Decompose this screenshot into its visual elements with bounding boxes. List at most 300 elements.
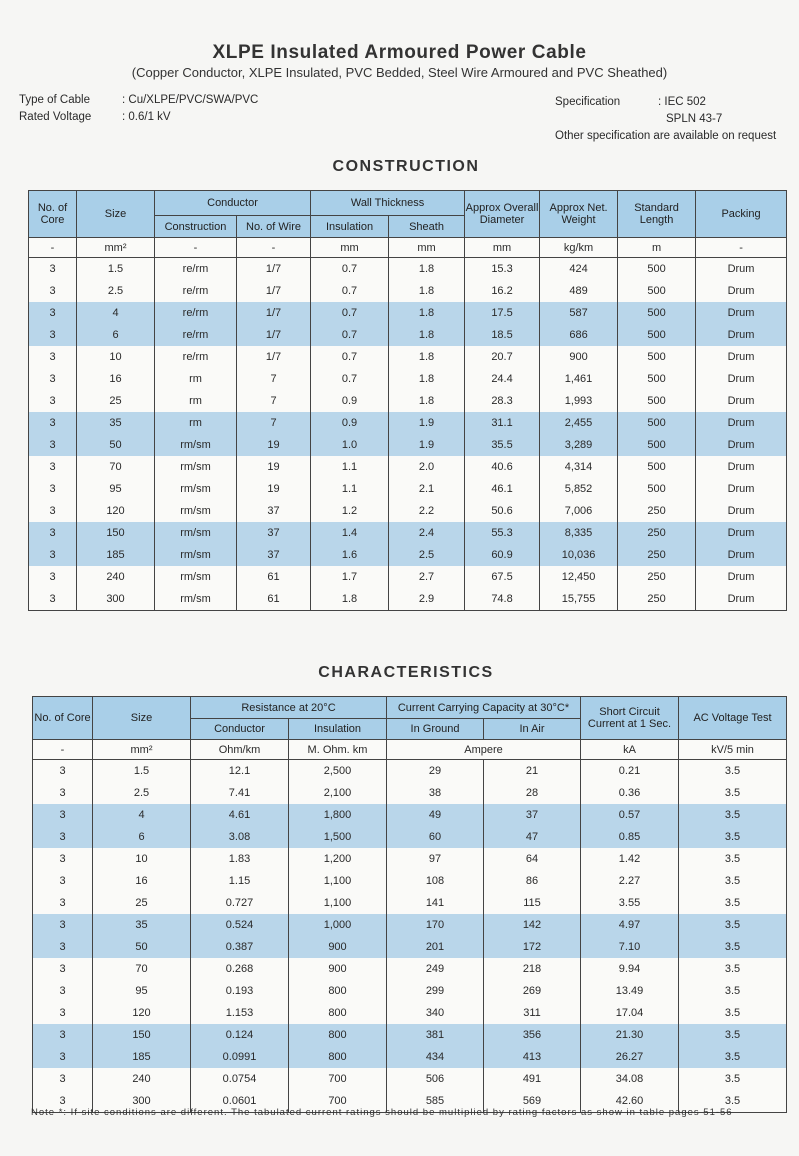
table-cell: 3 (29, 412, 77, 434)
table-row (33, 782, 787, 804)
header-in-air: In Air (484, 719, 581, 740)
table-cell: 2,500 (289, 760, 387, 783)
table-cell: 218 (484, 958, 581, 980)
table-cell: 500 (618, 412, 696, 434)
unit-cell: - (155, 238, 237, 258)
table-cell: 434 (387, 1046, 484, 1068)
spec-value: : IEC 502 (658, 96, 706, 108)
units-row (33, 740, 787, 760)
table-cell: 86 (484, 870, 581, 892)
table-cell: 49 (387, 804, 484, 826)
table-cell: 1.8 (311, 588, 389, 611)
cable-specs (19, 92, 258, 126)
header-size: Size (93, 697, 191, 740)
header-conductor: Conductor (155, 191, 311, 216)
table-cell: 1.8 (389, 280, 465, 302)
table-cell: 1.8 (389, 258, 465, 281)
table-row (33, 1068, 787, 1090)
table-cell: 2,455 (540, 412, 618, 434)
header-insulation: Insulation (289, 719, 387, 740)
table-cell: 60 (387, 826, 484, 848)
table-row (29, 302, 787, 324)
table-cell: 1.2 (311, 500, 389, 522)
table-cell: 50 (77, 434, 155, 456)
unit-cell: mm² (77, 238, 155, 258)
header-packing: Packing (696, 191, 787, 238)
table-cell: 800 (289, 1046, 387, 1068)
table-cell: 1/7 (237, 302, 311, 324)
table-cell: 500 (618, 368, 696, 390)
table-cell: Drum (696, 544, 787, 566)
table-cell: 4,314 (540, 456, 618, 478)
table-row (33, 892, 787, 914)
table-cell: 19 (237, 434, 311, 456)
table-cell: Drum (696, 390, 787, 412)
table-cell: 120 (77, 500, 155, 522)
table-cell: 587 (540, 302, 618, 324)
header-construction: Construction (155, 216, 237, 238)
table-cell: 38 (387, 782, 484, 804)
header-in-ground: In Ground (387, 719, 484, 740)
table-cell: Drum (696, 500, 787, 522)
table-cell: 2,100 (289, 782, 387, 804)
table-cell: 16.2 (465, 280, 540, 302)
table-cell: 185 (77, 544, 155, 566)
table-cell: rm (155, 390, 237, 412)
table-row (33, 936, 787, 958)
header-ac-voltage: AC Voltage Test (679, 697, 787, 740)
table-cell: 3.5 (679, 760, 787, 783)
table-row (29, 522, 787, 544)
table-cell: 115 (484, 892, 581, 914)
header-core: No. of Core (29, 191, 77, 238)
table-cell: 4 (93, 804, 191, 826)
table-cell: 356 (484, 1024, 581, 1046)
table-cell: 74.8 (465, 588, 540, 611)
table-cell: rm/sm (155, 544, 237, 566)
table-cell: 61 (237, 566, 311, 588)
table-cell: 500 (618, 456, 696, 478)
table-cell: re/rm (155, 258, 237, 281)
table-cell: 13.49 (581, 980, 679, 1002)
table-cell: 172 (484, 936, 581, 958)
table-cell: 2.1 (389, 478, 465, 500)
table-cell: 0.193 (191, 980, 289, 1002)
table-cell: 700 (289, 1068, 387, 1090)
table-cell: 1,200 (289, 848, 387, 870)
table-cell: 0.0754 (191, 1068, 289, 1090)
table-cell: 1.8 (389, 390, 465, 412)
table-cell: 3 (29, 522, 77, 544)
table-cell: Drum (696, 258, 787, 281)
table-cell: 900 (289, 936, 387, 958)
table-cell: rm/sm (155, 456, 237, 478)
characteristics-title: CHARACTERISTICS (318, 664, 494, 681)
table-cell: 3.5 (679, 1068, 787, 1090)
spec-row (555, 111, 776, 128)
table-cell: re/rm (155, 280, 237, 302)
table-cell: 2.5 (77, 280, 155, 302)
table-cell: 9.94 (581, 958, 679, 980)
table-cell: Drum (696, 456, 787, 478)
table-cell: 95 (93, 980, 191, 1002)
table-cell: 1,993 (540, 390, 618, 412)
unit-cell: - (33, 740, 93, 760)
table-cell: 40.6 (465, 456, 540, 478)
table-cell: rm/sm (155, 566, 237, 588)
table-cell: 3.5 (679, 936, 787, 958)
table-cell: 3 (29, 588, 77, 611)
table-cell: 0.9 (311, 390, 389, 412)
table-cell: 10,036 (540, 544, 618, 566)
table-cell: 3 (33, 1068, 93, 1090)
table-cell: 28.3 (465, 390, 540, 412)
table-cell: 10 (77, 346, 155, 368)
spec-label: Rated Voltage (19, 111, 92, 123)
table-cell: 569 (484, 1090, 581, 1113)
table-cell: Drum (696, 522, 787, 544)
table-cell: 21.30 (581, 1024, 679, 1046)
table-cell: 2.7 (389, 566, 465, 588)
table-cell: 34.08 (581, 1068, 679, 1090)
table-row (29, 588, 787, 611)
table-row (29, 544, 787, 566)
table-cell: 35 (93, 914, 191, 936)
table-row (33, 980, 787, 1002)
table-cell: 1/7 (237, 258, 311, 281)
table-cell: 1.1 (311, 478, 389, 500)
table-cell: 1.9 (389, 434, 465, 456)
table-cell: 506 (387, 1068, 484, 1090)
table-cell: 141 (387, 892, 484, 914)
table-cell: rm/sm (155, 588, 237, 611)
table-cell: 17.5 (465, 302, 540, 324)
table-cell: 1,461 (540, 368, 618, 390)
table-cell: 413 (484, 1046, 581, 1068)
table-cell: 50 (93, 936, 191, 958)
table-cell: 1,100 (289, 892, 387, 914)
table-cell: 1.83 (191, 848, 289, 870)
unit-cell: - (29, 238, 77, 258)
table-cell: 3 (29, 258, 77, 281)
table-cell: 3 (33, 760, 93, 783)
table-cell: 37 (484, 804, 581, 826)
table-cell: 3.5 (679, 958, 787, 980)
unit-cell: mm (465, 238, 540, 258)
table-row (33, 914, 787, 936)
table-cell: 585 (387, 1090, 484, 1113)
unit-cell: mm² (93, 740, 191, 760)
table-cell: 3 (33, 958, 93, 980)
table-cell: 15,755 (540, 588, 618, 611)
table-cell: 1.8 (389, 346, 465, 368)
table-cell: 2.5 (93, 782, 191, 804)
table-cell: 35 (77, 412, 155, 434)
table-cell: 1,000 (289, 914, 387, 936)
table-row (29, 434, 787, 456)
table-cell: rm/sm (155, 434, 237, 456)
table-cell: 381 (387, 1024, 484, 1046)
table-cell: 7 (237, 368, 311, 390)
table-cell: 24.4 (465, 368, 540, 390)
table-cell: 26.27 (581, 1046, 679, 1068)
table-cell: 20.7 (465, 346, 540, 368)
table-cell: 0.7 (311, 346, 389, 368)
table-cell: 3 (33, 980, 93, 1002)
table-cell: 64 (484, 848, 581, 870)
table-cell: 1,800 (289, 804, 387, 826)
table-cell: 900 (289, 958, 387, 980)
table-cell: 0.7 (311, 258, 389, 281)
table-cell: 10 (93, 848, 191, 870)
table-cell: Drum (696, 368, 787, 390)
table-cell: 3.5 (679, 1046, 787, 1068)
table-cell: re/rm (155, 346, 237, 368)
table-cell: rm/sm (155, 478, 237, 500)
table-cell: rm (155, 368, 237, 390)
table-row (33, 870, 787, 892)
table-cell: 1/7 (237, 346, 311, 368)
table-cell: 170 (387, 914, 484, 936)
table-cell: 2.2 (389, 500, 465, 522)
table-cell: 37 (237, 544, 311, 566)
unit-cell: kA (581, 740, 679, 760)
table-cell: 185 (93, 1046, 191, 1068)
table-cell: 142 (484, 914, 581, 936)
table-cell: 3 (33, 870, 93, 892)
table-cell: 249 (387, 958, 484, 980)
table-cell: 0.524 (191, 914, 289, 936)
table-cell: 2.0 (389, 456, 465, 478)
header-resistance: Resistance at 20°C (191, 697, 387, 719)
table-cell: 269 (484, 980, 581, 1002)
table-cell: 3.5 (679, 826, 787, 848)
table-row (29, 456, 787, 478)
table-cell: 3.5 (679, 804, 787, 826)
table-cell: 500 (618, 478, 696, 500)
table-cell: 67.5 (465, 566, 540, 588)
table-cell: 3 (29, 478, 77, 500)
unit-cell: - (237, 238, 311, 258)
table-cell: Drum (696, 434, 787, 456)
table-cell: 3.5 (679, 914, 787, 936)
table-cell: 1/7 (237, 280, 311, 302)
table-cell: 3.5 (679, 1024, 787, 1046)
table-cell: 42.60 (581, 1090, 679, 1113)
table-cell: 0.7 (311, 324, 389, 346)
table-cell: 0.9 (311, 412, 389, 434)
table-cell: 3 (29, 500, 77, 522)
table-cell: 4.97 (581, 914, 679, 936)
spec-label: Specification (555, 96, 621, 108)
table-cell: 0.124 (191, 1024, 289, 1046)
header-wires: No. of Wire (237, 216, 311, 238)
table-cell: 500 (618, 302, 696, 324)
specification-block (555, 94, 776, 145)
table-cell: 3.55 (581, 892, 679, 914)
table-cell: 8,335 (540, 522, 618, 544)
table-cell: 0.36 (581, 782, 679, 804)
spec-row (19, 92, 258, 109)
table-cell: 1.42 (581, 848, 679, 870)
table-cell: 491 (484, 1068, 581, 1090)
table-cell: 2.9 (389, 588, 465, 611)
table-row (33, 848, 787, 870)
table-cell: 3 (33, 826, 93, 848)
footnote: Note *: If site conditions are different. The tabulated current ratings should be multiplied by rating factors as show in table pages 51-56 (31, 1107, 733, 1118)
table-cell: 900 (540, 346, 618, 368)
table-cell: 17.04 (581, 1002, 679, 1024)
table-cell: 1.1 (311, 456, 389, 478)
table-cell: 300 (77, 588, 155, 611)
table-cell: 250 (618, 566, 696, 588)
construction-title: CONSTRUCTION (332, 158, 480, 175)
table-cell: 3.5 (679, 848, 787, 870)
table-cell: 1.0 (311, 434, 389, 456)
unit-cell: mm (311, 238, 389, 258)
table-cell: 21 (484, 760, 581, 783)
table-cell: 5,852 (540, 478, 618, 500)
table-cell: 686 (540, 324, 618, 346)
table-cell: 7.10 (581, 936, 679, 958)
header-capacity: Current Carrying Capacity at 30°C* (387, 697, 581, 719)
table-cell: 6 (77, 324, 155, 346)
table-cell: 3 (29, 456, 77, 478)
table-cell: 0.7 (311, 280, 389, 302)
table-cell: 3 (33, 914, 93, 936)
header-size: Size (77, 191, 155, 238)
table-cell: 0.727 (191, 892, 289, 914)
document-subtitle: (Copper Conductor, XLPE Insulated, PVC Bedded, Steel Wire Armoured and PVC Sheathed) (131, 65, 668, 80)
table-cell: 311 (484, 1002, 581, 1024)
table-cell: 47 (484, 826, 581, 848)
table-cell: 299 (387, 980, 484, 1002)
table-row (29, 258, 787, 281)
table-row (29, 566, 787, 588)
table-cell: 3 (33, 936, 93, 958)
table-row (29, 280, 787, 302)
table-cell: 3.5 (679, 782, 787, 804)
table-cell: 250 (618, 500, 696, 522)
table-cell: 120 (93, 1002, 191, 1024)
table-cell: 340 (387, 1002, 484, 1024)
table-cell: 29 (387, 760, 484, 783)
table-cell: 3 (29, 544, 77, 566)
header-sheath: Sheath (389, 216, 465, 238)
table-cell: Drum (696, 588, 787, 611)
units-row (29, 238, 787, 258)
header-conductor: Conductor (191, 719, 289, 740)
table-cell: 1.8 (389, 302, 465, 324)
table-cell: 7 (237, 412, 311, 434)
spec-value: SPLN 43-7 (666, 113, 723, 125)
table-cell: 201 (387, 936, 484, 958)
document-title: XLPE Insulated Armoured Power Cable (212, 42, 587, 63)
table-cell: 16 (77, 368, 155, 390)
table-cell: 0.85 (581, 826, 679, 848)
table-cell: 15.3 (465, 258, 540, 281)
table-cell: 1/7 (237, 324, 311, 346)
header-diameter: Approx Overall Diameter (465, 191, 540, 238)
table-cell: 3.5 (679, 1090, 787, 1113)
table-cell: 3 (33, 1024, 93, 1046)
table-cell: 95 (77, 478, 155, 500)
unit-cell: M. Ohm. km (289, 740, 387, 760)
table-cell: 3.5 (679, 892, 787, 914)
table-cell: 500 (618, 258, 696, 281)
table-row (29, 346, 787, 368)
table-cell: 500 (618, 434, 696, 456)
table-cell: 2.27 (581, 870, 679, 892)
table-cell: 3.5 (679, 1002, 787, 1024)
table-cell: 1.153 (191, 1002, 289, 1024)
table-cell: 12.1 (191, 760, 289, 783)
table-row (29, 500, 787, 522)
table-cell: re/rm (155, 302, 237, 324)
construction-table (28, 190, 787, 611)
table-cell: 0.57 (581, 804, 679, 826)
table-cell: 0.7 (311, 368, 389, 390)
table-cell: 3 (33, 1090, 93, 1113)
table-cell: 150 (93, 1024, 191, 1046)
table-cell: 3 (33, 804, 93, 826)
table-cell: 3 (29, 368, 77, 390)
table-row (29, 412, 787, 434)
table-cell: 0.0601 (191, 1090, 289, 1113)
table-row (29, 324, 787, 346)
table-cell: 3 (33, 892, 93, 914)
table-cell: 3 (33, 1046, 93, 1068)
table-cell: 0.387 (191, 936, 289, 958)
header-insulation: Insulation (311, 216, 389, 238)
table-cell: 60.9 (465, 544, 540, 566)
header-short-circuit: Short Circuit Current at 1 Sec. (581, 697, 679, 740)
unit-cell: - (696, 238, 787, 258)
table-cell: Drum (696, 346, 787, 368)
table-cell: 3 (33, 1002, 93, 1024)
table-row (33, 826, 787, 848)
table-cell: 500 (618, 280, 696, 302)
table-cell: 46.1 (465, 478, 540, 500)
table-cell: 4 (77, 302, 155, 324)
spec-row (19, 109, 258, 126)
table-cell: 19 (237, 456, 311, 478)
table-cell: 700 (289, 1090, 387, 1113)
table-cell: 25 (77, 390, 155, 412)
table-cell: 250 (618, 544, 696, 566)
table-cell: 3 (29, 390, 77, 412)
table-cell: 12,450 (540, 566, 618, 588)
table-cell: 424 (540, 258, 618, 281)
table-cell: Drum (696, 478, 787, 500)
table-cell: rm/sm (155, 522, 237, 544)
table-cell: 800 (289, 1024, 387, 1046)
table-cell: 1.9 (389, 412, 465, 434)
table-cell: re/rm (155, 324, 237, 346)
unit-cell: kV/5 min (679, 740, 787, 760)
table-cell: 70 (93, 958, 191, 980)
table-cell: 3,289 (540, 434, 618, 456)
spec-value: : 0.6/1 kV (122, 111, 171, 123)
table-cell: 1.5 (93, 760, 191, 783)
table-cell: 0.268 (191, 958, 289, 980)
table-cell: 3.5 (679, 980, 787, 1002)
table-cell: 4.61 (191, 804, 289, 826)
unit-cell: Ohm/km (191, 740, 289, 760)
table-cell: 250 (618, 522, 696, 544)
table-cell: 55.3 (465, 522, 540, 544)
table-cell: 28 (484, 782, 581, 804)
